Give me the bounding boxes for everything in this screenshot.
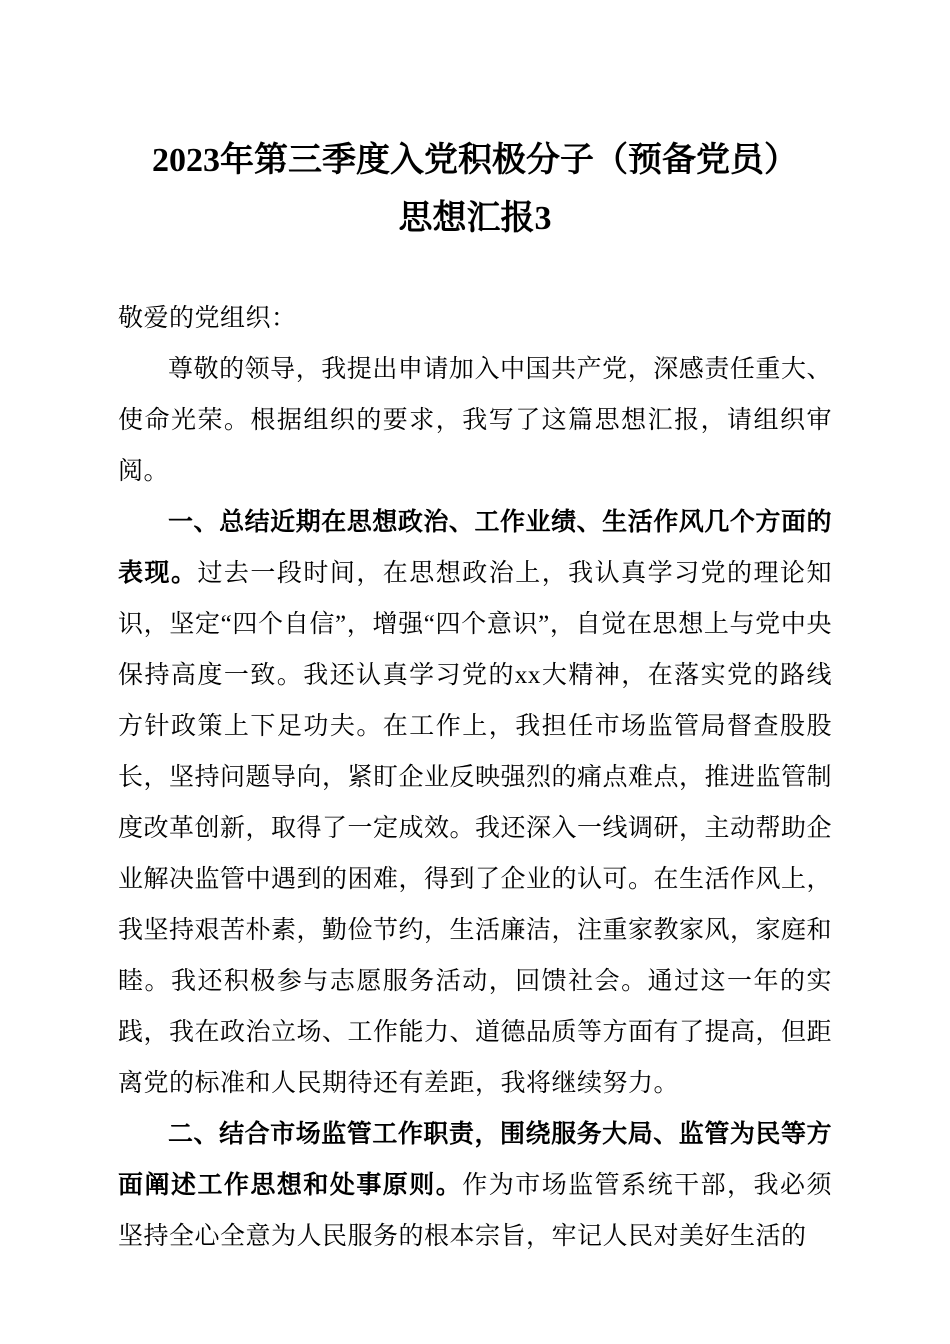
paragraph-section-1-text: 过去一段时间，在思想政治上，我认真学习党的理论知识，坚定“四个自信”，增强“四个意识”，自觉在思想上与党中央保持高度一致。我还认真学习党的xx大精神，在落实党的路线方针政策上下足功夫。在工作上，我担任市场监管局督查股股长，坚持问题导向，紧盯企业反映强烈的痛点难点，推进监管制度改革创新，取得了一定成效。我还深入一线调研，主动帮助企业解决监管中遇到的困难，得到了企业的认可。在生活作风上，我坚持艰苦朴素，勤俭节约，生活廉洁，注重家教家风，家庭和睦。我还积极参与志愿服务活动，回馈社会。通过这一年的实践，我在政治立场、工作能力、道德品质等方面有了提高，但距离党的标准和人民期待还有差距，我将继续努力。 bbox=[118, 559, 833, 1097]
paragraph-section-1-heading: 一、总结近期在思想政治、工作业绩、生活作风几个方面的表现。 bbox=[118, 507, 832, 587]
document-body bbox=[118, 293, 832, 1262]
document-title-line-2: 思想汇报3 bbox=[398, 200, 552, 238]
document-title bbox=[118, 132, 832, 249]
paragraph-intro bbox=[118, 344, 832, 497]
paragraph-section-2 bbox=[118, 1109, 832, 1262]
paragraph-section-2-text: 作为市场监管系统干部，我必须坚持全心全意为人民服务的根本宗旨，牢记人民对美好生活的 bbox=[118, 1171, 832, 1250]
paragraph-section-2-heading: 二、结合市场监管工作职责，围绕服务大局、监管为民等方面阐述工作思想和处事原则。 bbox=[118, 1119, 832, 1199]
paragraph-section-1 bbox=[118, 497, 832, 1109]
document-title-line-1: 2023年第三季度入党积极分子（预备党员） bbox=[152, 142, 798, 179]
salutation: 敬爱的党组织： bbox=[118, 304, 297, 332]
paragraph-intro-text: 尊敬的领导，我提出申请加入中国共产党，深感责任重大、使命光荣。根据组织的要求，我写了这篇思想汇报，请组织审阅。 bbox=[118, 355, 832, 485]
